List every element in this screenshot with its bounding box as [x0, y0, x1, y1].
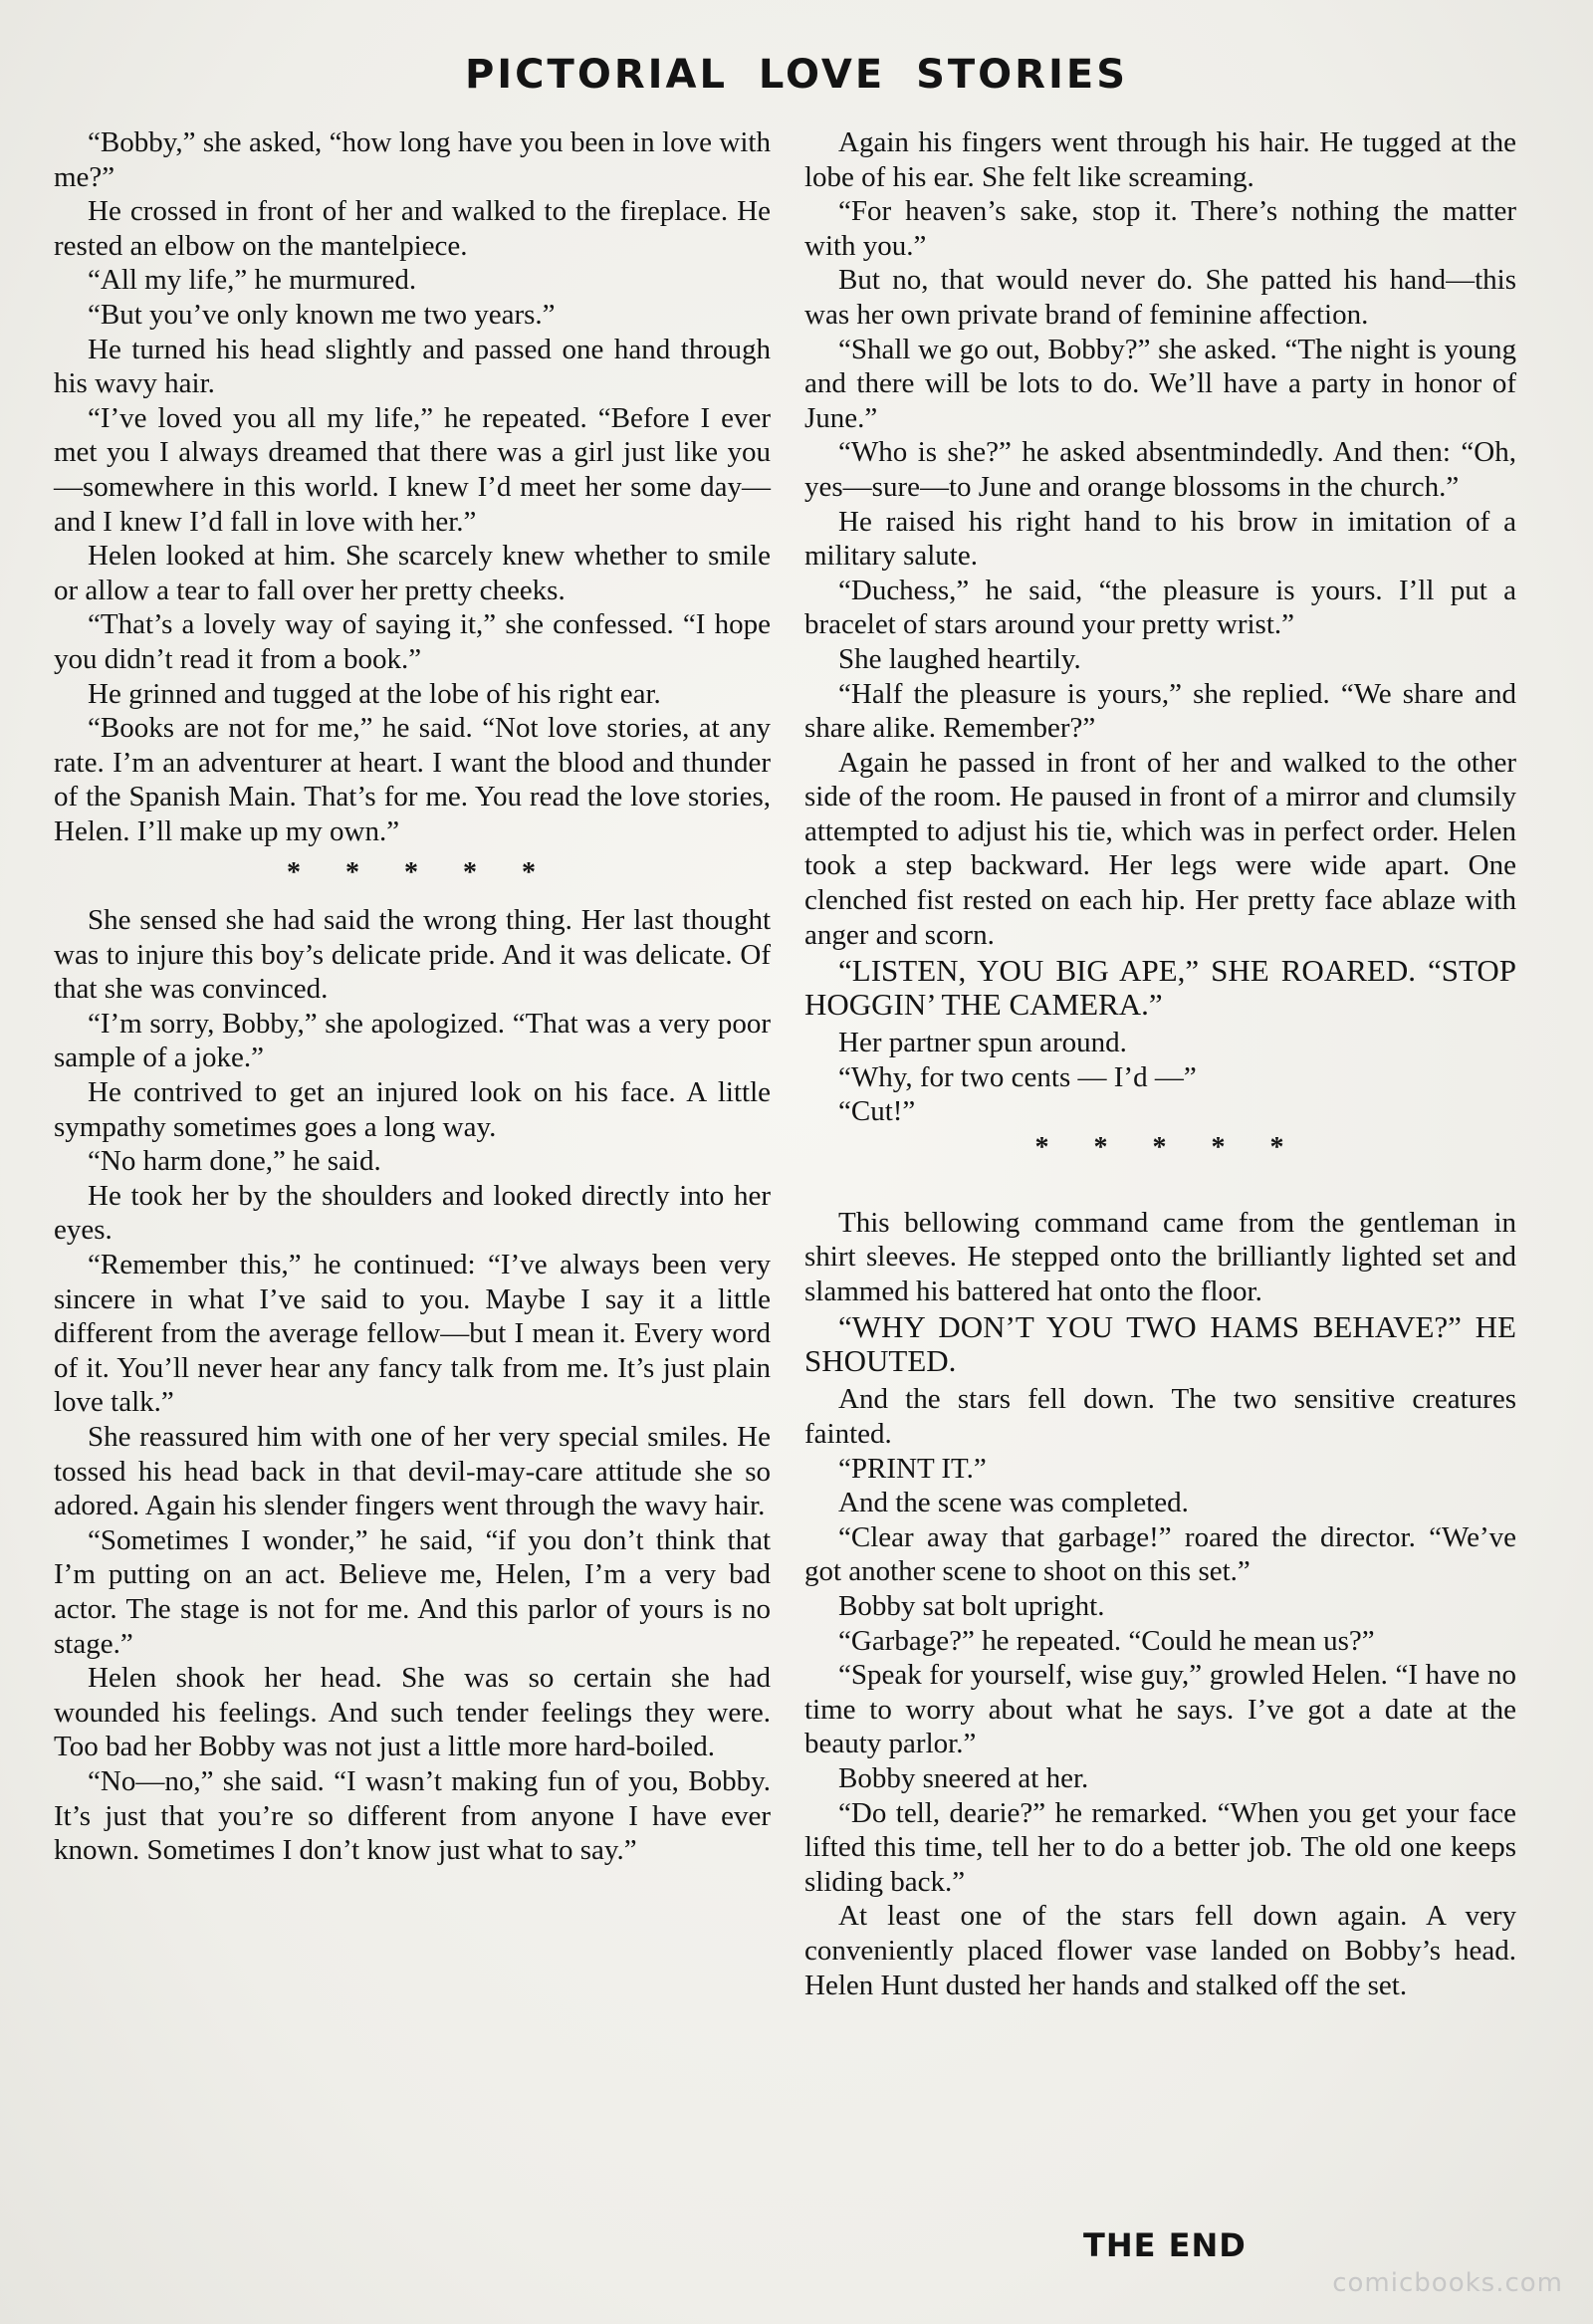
story-paragraph: “Half the pleasure is yours,” she replied. “We share and share alike. Remember?”	[804, 677, 1516, 745]
story-paragraph: She reassured him with one of her very special smiles. He tossed his head back in that devil-may-care attitude she so adored. Again his slender fingers went through the wavy hair.	[54, 1420, 771, 1522]
story-paragraph: “Books are not for me,” he said. “Not love stories, at any rate. I’m an adventurer at heart. I want the blood and thunder of the Spanish Main. That’s for me. You read the love stories, Helen. I’ll make up my own.”	[54, 712, 771, 847]
shouted-line-hams: “WHY DON’T YOU TWO HAMS BEHAVE?” HE SHOUTED.	[804, 1309, 1516, 1379]
right-paragraphs-after	[804, 1206, 1516, 1309]
story-paragraph: “For heaven’s sake, stop it. There’s nothing the matter with you.”	[804, 195, 1516, 262]
left-paragraphs	[54, 125, 771, 848]
story-paragraph: Her partner spun around.	[838, 1027, 1127, 1059]
right-paragraphs-end	[804, 1382, 1516, 2002]
story-paragraph: “Clear away that garbage!” roared the director. “We’ve got another scene to shoot on this set.”	[804, 1520, 1516, 1588]
story-paragraph: He crossed in front of her and walked to the fireplace. He rested an elbow on the mantelpiece.	[54, 195, 771, 262]
story-paragraph: He took her by the shoulders and looked directly into her eyes.	[54, 1179, 771, 1247]
right-column	[804, 125, 1516, 2002]
story-paragraph: And the stars fell down. The two sensitive creatures fainted.	[804, 1383, 1516, 1450]
story-paragraph: She laughed heartily.	[838, 642, 1081, 675]
story-paragraph: He contrived to get an injured look on his face. A little sympathy sometimes goes a long way.	[54, 1076, 771, 1143]
the-end-label: THE END	[1083, 2226, 1247, 2264]
story-paragraph: “All my life,” he murmured.	[88, 264, 417, 297]
story-paragraph: At least one of the stars fell down again. A very conveniently placed flower vase landed on Bobby’s head. Helen Hunt dusted her hands and stalked off the set.	[804, 1900, 1516, 2001]
story-paragraph: “Who is she?” he asked absentmindedly. And then: “Oh, yes—sure—to June and orange blossoms in the church.”	[804, 436, 1516, 503]
watermark: comicbooks.com	[1332, 2268, 1563, 2298]
story-paragraph: Helen shook her head. She was so certain she had wounded his feelings. And such tender feelings they were. Too bad her Bobby was not just a little more hard-boiled.	[54, 1662, 771, 1763]
story-paragraph: “No—no,” she said. “I wasn’t making fun of you, Bobby. It’s just that you’re so different from anyone I have ever known. Sometimes I don’t know just what to say.”	[54, 1764, 771, 1867]
story-paragraph: Helen looked at him. She scarcely knew whether to smile or allow a tear to fall over her pretty cheeks.	[54, 540, 771, 606]
story-paragraph: “Speak for yourself, wise guy,” growled Helen. “I have no time to worry about what he says. I’ve got a date at the beauty parlor.”	[804, 1659, 1516, 1760]
story-paragraph: “PRINT IT.”	[838, 1452, 987, 1485]
story-paragraph: “No harm done,” he said.	[88, 1145, 381, 1178]
right-paragraphs-mid	[804, 1026, 1516, 1129]
story-paragraph: Again his fingers went through his hair. He tugged at the lobe of his ear. She felt like screaming.	[804, 126, 1516, 193]
story-paragraph: “Sometimes I wonder,” he said, “if you don’t think that I’m putting on an act. Believe me, Helen, I’m a very bad actor. The stage is not for me. And this parlor of yours is no stage.”	[54, 1523, 771, 1660]
story-paragraph: But no, that would never do. She patted his hand—this was her own private brand of feminine affection.	[804, 264, 1516, 331]
story-paragraph: “I’ve loved you all my life,” he repeated. “Before I ever met you I always dreamed that there was a girl just like you—somewhere in this world. I knew I’d meet her some day—and I knew I’d fall in love with her.”	[54, 401, 771, 538]
story-paragraph: “Bobby,” she asked, “how long have you been in love with me?”	[54, 126, 771, 193]
story-paragraph: He turned his head slightly and passed one hand through his wavy hair.	[54, 333, 771, 400]
story-paragraph: Bobby sat bolt upright.	[838, 1589, 1105, 1622]
story-paragraph: “That’s a lovely way of saying it,” she confessed. “I hope you didn’t read it from a book.”	[54, 608, 771, 675]
section-divider: * * * * *	[1034, 1132, 1286, 1164]
section-divider: * * * * *	[287, 857, 538, 889]
page-title: PICTORIAL LOVE STORIES	[464, 52, 1128, 98]
shouted-line-ape: “LISTEN, YOU BIG APE,” SHE ROARED. “STOP HOGGIN’ THE CAMERA.”	[804, 953, 1516, 1023]
story-paragraph: “Garbage?” he repeated. “Could he mean us?”	[838, 1624, 1375, 1657]
story-paragraph: “I’m sorry, Bobby,” she apologized. “That was a very poor sample of a joke.”	[54, 1007, 771, 1074]
story-paragraph: “Remember this,” he continued: “I’ve always been very sincere in what I’ve said to you. Maybe I say it a little different from the average fellow—but I mean it. Every word of it. You’ll never hear any fancy talk from me. It’s just plain love talk.”	[54, 1249, 771, 1419]
left-column	[54, 125, 771, 1868]
story-paragraph: Bobby sneered at her.	[838, 1761, 1089, 1794]
story-paragraph: “Why, for two cents — I’d —”	[838, 1060, 1197, 1093]
story-paragraph: “Duchess,” he said, “the pleasure is yours. I’ll put a bracelet of stars around your pretty wrist.”	[804, 574, 1516, 641]
story-paragraph: And the scene was completed.	[838, 1487, 1189, 1519]
story-paragraph: Again he passed in front of her and walked to the other side of the room. He paused in front of a mirror and clumsily attempted to adjust his tie, which was in perfect order. Helen took a step backward. Her legs were wide apart. One clenched fist rested on each hip. Her pretty face ablaze with anger and scorn.	[804, 746, 1516, 951]
left-paragraphs-after	[54, 903, 771, 1868]
story-paragraph: He raised his right hand to his brow in imitation of a military salute.	[804, 505, 1516, 573]
story-paragraph: He grinned and tugged at the lobe of his right ear.	[88, 677, 661, 710]
story-paragraph: She sensed she had said the wrong thing. Her last thought was to injure this boy’s delicate pride. And it was delicate. Of that she was convinced.	[54, 904, 771, 1006]
story-paragraph: “But you’ve only known me two years.”	[88, 298, 556, 331]
right-paragraphs	[804, 125, 1516, 952]
story-paragraph: “Shall we go out, Bobby?” she asked. “The night is young and there will be lots to do. We’ll have a party in honor of June.”	[804, 333, 1516, 434]
story-paragraph: This bellowing command came from the gentleman in shirt sleeves. He stepped onto the brilliantly lighted set and slammed his battered hat onto the floor.	[804, 1206, 1516, 1307]
story-paragraph: “Cut!”	[838, 1095, 916, 1128]
story-paragraph: “Do tell, dearie?” he remarked. “When you get your face lifted this time, tell her to do a better job. The old one keeps sliding back.”	[804, 1796, 1516, 1898]
